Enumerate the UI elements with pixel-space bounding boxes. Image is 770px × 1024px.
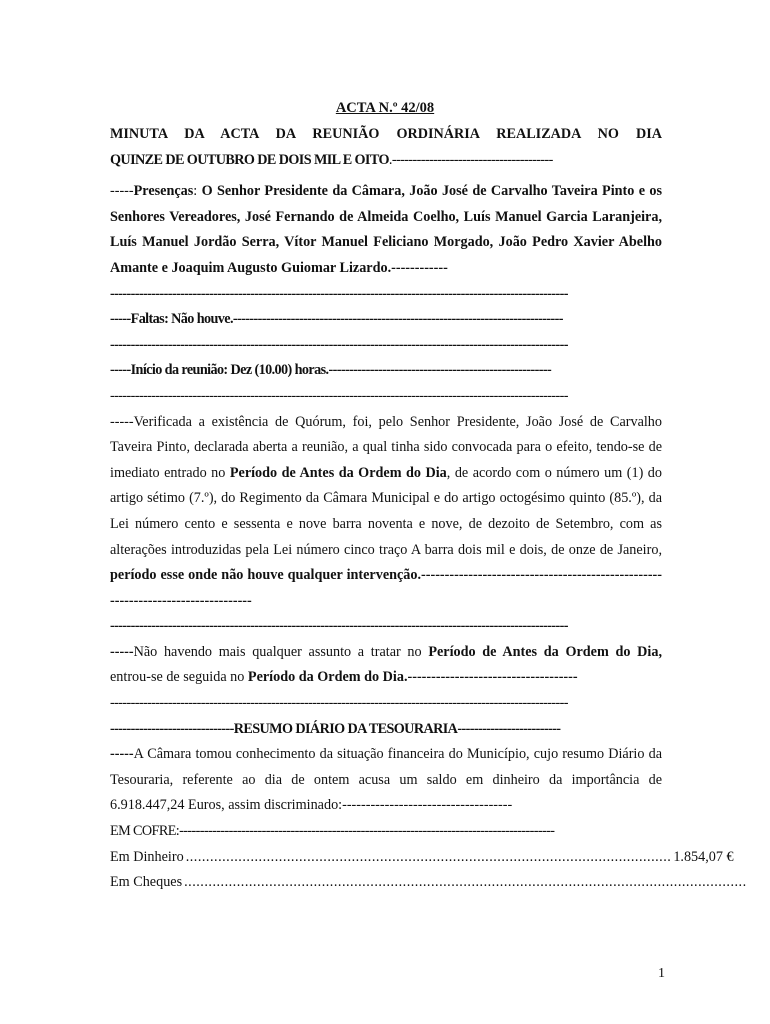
inicio-reuniao-line: -----Início da reunião: Dez (10.00) horas.------------------------------------------------------ [110, 362, 552, 379]
document-body [110, 122, 747, 896]
em-dinheiro-value: 1.854,07 € [673, 848, 734, 865]
em-dinheiro-label: Em Dinheiro [110, 848, 184, 865]
separator-line: --------------------------------------------------------------------------------------------------------------- [110, 336, 568, 353]
separator-line: --------------------------------------------------------------------------------------------------------------- [110, 695, 568, 712]
em-dinheiro-row [110, 845, 734, 871]
page-title: ACTA N.º 42/08 [335, 100, 435, 116]
faltas-line: -----Faltas: Não houve.-------------------------------------------------------------------------------- [110, 311, 563, 328]
resumo-heading: ------------------------------RESUMO DIÁRIO DA TESOURARIA------------------------- [110, 720, 561, 737]
leader-dots: ........................................................................................................................................... [184, 874, 747, 891]
heading-line-2: QUINZE DE OUTUBRO DE DOIS MIL E OITO.--------------------------------------- [110, 151, 553, 168]
em-cheques-row [110, 870, 747, 896]
heading-line-1: MINUTA DA ACTA DA REUNIÃO ORDINÁRIA REALIZADA NO DIA [110, 126, 662, 142]
em-cofre-line: EM COFRE:------------------------------------------------------------------------------------------- [110, 823, 555, 840]
presencas-paragraph: -----Presenças: O Senhor Presidente da Câmara, João José de Carvalho Taveira Pinto e os Senhores Vereadores, José Fernando de Almeida Coelho, Luís Manuel Garcia Laranjeira, Luís Manuel Jordão Serra, Vítor Manuel Feliciano Morgado, João Pedro Xavier Abelho Amante e Joaquim Augusto Guiomar Lizardo.------------ [110, 183, 662, 276]
nao-havendo-paragraph: -----Não havendo mais qualquer assunto a tratar no Período de Antes da Ordem do Dia, entrou-se de seguida no Período da Ordem do Dia.------------------------------------ [110, 643, 662, 686]
separator-line: --------------------------------------------------------------------------------------------------------------- [110, 285, 568, 302]
resumo-paragraph: -----A Câmara tomou conhecimento da situação financeira do Município, cujo resumo Diário da Tesouraria, referente ao dia de ontem acusa um saldo em dinheiro da importância de 6.918.447,24 Euros, assim discriminado:------------------------------------ [110, 746, 662, 814]
separator-line: --------------------------------------------------------------------------------------------------------------- [110, 618, 568, 635]
em-cheques-label: Em Cheques [110, 874, 183, 891]
verificada-paragraph: -----Verificada a existência de Quórum, foi, pelo Senhor Presidente, João José de Carvalho Taveira Pinto, declarada aberta a reunião, a qual tinha sido convocada para o efeito, tendo-se de imediato entrado no Período de Antes da Ordem do Dia, de acordo com o número um (1) do artigo sétimo (7.º), do Regimento da Câmara Municipal e do artigo octogésimo quinto (85.º), da Lei número cento e sessenta e nove barra noventa e nove, de dezoito de Setembro, com as alterações introduzidas pela Lei número cinco traço A barra dois mil e dois, de onze de Janeiro, período esse onde não houve qualquer intervenção.--------------------------------------------------------------------------------- [110, 413, 662, 609]
page-number: 1 [658, 966, 665, 981]
leader-dots: ........................................................................................................................ [185, 848, 672, 865]
separator-line: --------------------------------------------------------------------------------------------------------------- [110, 387, 568, 404]
